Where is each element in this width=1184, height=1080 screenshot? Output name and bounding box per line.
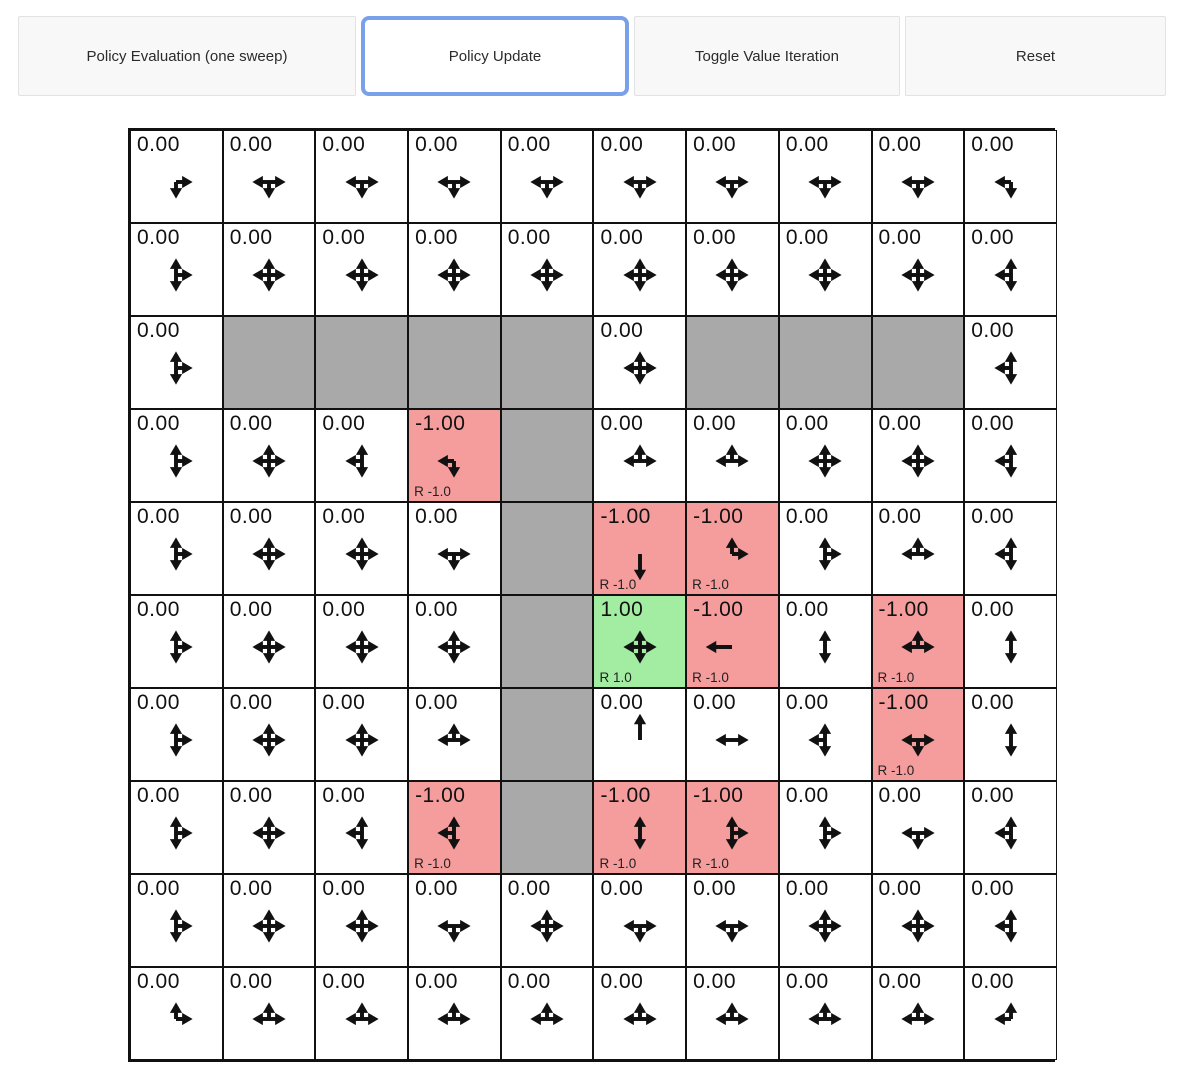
- grid-cell: [779, 781, 872, 874]
- state-value: 0.00: [415, 226, 458, 249]
- state-value: 0.00: [507, 970, 551, 993]
- state-value: 0.00: [507, 226, 551, 249]
- reward-label: R 1.0: [599, 670, 632, 685]
- grid-cell: [223, 967, 316, 1060]
- grid-cell: [872, 967, 965, 1060]
- policy-arrow-icon: [426, 898, 482, 954]
- wall-cell: [501, 316, 594, 409]
- policy-arrow-icon: [148, 526, 204, 582]
- policy-arrow-icon: [148, 433, 204, 489]
- policy-arrow-icon: [148, 991, 204, 1047]
- state-value: 0.00: [785, 970, 829, 993]
- state-value: 0.00: [971, 505, 1015, 528]
- state-value: -1.00: [693, 505, 744, 528]
- policy-arrow-icon: [148, 154, 204, 210]
- grid-cell: [779, 967, 872, 1060]
- grid-cell: [315, 502, 408, 595]
- wall-cell: [686, 316, 779, 409]
- state-value: 0.00: [600, 412, 644, 435]
- policy-arrow-icon: [983, 991, 1039, 1047]
- state-value: -1.00: [693, 598, 744, 621]
- policy-arrow-icon: [797, 619, 853, 675]
- policy-arrow-icon: [334, 433, 390, 489]
- policy-arrow-icon: [334, 247, 390, 303]
- grid-cell: [964, 688, 1057, 781]
- policy-arrow-icon: [890, 712, 946, 768]
- policy-arrow-icon: [334, 619, 390, 675]
- state-value: 0.00: [785, 877, 829, 900]
- policy-arrow-icon: [612, 991, 668, 1047]
- grid-cell: [315, 781, 408, 874]
- wall-cell: [223, 316, 316, 409]
- state-value: 0.00: [229, 226, 273, 249]
- grid-cell: [686, 874, 779, 967]
- policy-arrow-icon: [704, 712, 760, 768]
- state-value: 0.00: [229, 970, 273, 993]
- policy-arrow-icon: [612, 247, 668, 303]
- grid-cell: [223, 409, 316, 502]
- policy-arrow-icon: [890, 247, 946, 303]
- state-value: -1.00: [600, 784, 651, 807]
- state-value: 0.00: [693, 691, 736, 714]
- state-value: 0.00: [137, 784, 180, 807]
- reset-button[interactable]: Reset: [905, 16, 1166, 96]
- policy-arrow-icon: [704, 433, 760, 489]
- policy-arrow-icon: [983, 247, 1039, 303]
- state-value: 0.00: [137, 226, 180, 249]
- state-value: 0.00: [785, 412, 829, 435]
- policy-arrow-icon: [148, 619, 204, 675]
- state-value: 0.00: [415, 877, 458, 900]
- policy-arrow-icon: [704, 805, 760, 861]
- grid-cell: [223, 130, 316, 223]
- policy-arrow-icon: [148, 340, 204, 396]
- state-value: 0.00: [322, 226, 366, 249]
- state-value: 0.00: [785, 505, 829, 528]
- policy-arrow-icon: [983, 712, 1039, 768]
- wall-cell: [408, 316, 501, 409]
- grid-cell: [593, 130, 686, 223]
- reward-label: R -1.0: [877, 670, 915, 685]
- state-value: 0.00: [878, 970, 922, 993]
- reward-label: R -1.0: [599, 577, 637, 592]
- state-value: 0.00: [693, 133, 736, 156]
- state-value: 0.00: [971, 877, 1015, 900]
- grid-cell: [964, 967, 1057, 1060]
- state-value: -1.00: [878, 691, 929, 714]
- policy-arrow-icon: [426, 433, 482, 489]
- state-value: -1.00: [600, 505, 651, 528]
- policy-update-button[interactable]: Policy Update: [361, 16, 629, 96]
- policy-arrow-icon: [797, 898, 853, 954]
- grid-cell: [686, 130, 779, 223]
- policy-arrow-icon: [704, 898, 760, 954]
- policy-arrow-icon: [334, 154, 390, 210]
- state-value: 0.00: [322, 598, 366, 621]
- policy-arrow-icon: [890, 991, 946, 1047]
- state-value: 0.00: [137, 877, 180, 900]
- state-value: 0.00: [229, 412, 273, 435]
- reward-label: R -1.0: [692, 577, 729, 592]
- state-value: 0.00: [229, 598, 273, 621]
- grid-cell: [501, 967, 594, 1060]
- policy-arrow-icon: [704, 991, 760, 1047]
- grid-cell: [408, 595, 501, 688]
- state-value: 0.00: [693, 226, 736, 249]
- state-value: 0.00: [507, 133, 551, 156]
- grid-cell: [593, 316, 686, 409]
- policy-arrow-icon: [797, 805, 853, 861]
- state-value: 0.00: [229, 505, 273, 528]
- grid-cell: [501, 130, 594, 223]
- policy-arrow-icon: [426, 154, 482, 210]
- grid-cell: [964, 502, 1057, 595]
- state-value: 0.00: [600, 970, 644, 993]
- grid-cell: [315, 223, 408, 316]
- grid-cell: [130, 781, 223, 874]
- grid-cell: [408, 223, 501, 316]
- wall-cell: [501, 409, 594, 502]
- wall-cell: [872, 316, 965, 409]
- grid-cell: [593, 967, 686, 1060]
- state-value: 0.00: [971, 133, 1015, 156]
- grid-cell: [315, 409, 408, 502]
- state-value: 0.00: [878, 505, 922, 528]
- state-value: 0.00: [600, 319, 644, 342]
- gridworld-container: [128, 128, 1055, 1062]
- state-value: 0.00: [600, 133, 644, 156]
- state-value: 0.00: [971, 691, 1015, 714]
- state-value: 0.00: [971, 784, 1015, 807]
- grid-cell: [223, 874, 316, 967]
- policy-arrow-icon: [519, 898, 575, 954]
- policy-arrow-icon: [241, 619, 297, 675]
- grid-cell: [315, 130, 408, 223]
- policy-arrow-icon: [704, 154, 760, 210]
- wall-cell: [501, 781, 594, 874]
- policy-arrow-icon: [426, 712, 482, 768]
- state-value: 0.00: [600, 226, 644, 249]
- grid-cell: [872, 781, 965, 874]
- policy-arrow-icon: [612, 526, 668, 582]
- state-value: 0.00: [137, 691, 180, 714]
- grid-cell: [964, 316, 1057, 409]
- policy-arrow-icon: [612, 898, 668, 954]
- policy-arrow-icon: [797, 526, 853, 582]
- wall-cell: [315, 316, 408, 409]
- state-value: 0.00: [322, 784, 366, 807]
- state-value: 1.00: [600, 598, 644, 621]
- grid-cell: [686, 688, 779, 781]
- grid-cell: [130, 967, 223, 1060]
- grid-cell: [779, 874, 872, 967]
- grid-cell: [964, 874, 1057, 967]
- state-value: 0.00: [322, 691, 366, 714]
- grid-cell: [872, 595, 965, 688]
- policy-arrow-icon: [890, 433, 946, 489]
- state-value: -1.00: [415, 412, 466, 435]
- grid-cell: [130, 595, 223, 688]
- grid-cell: [130, 130, 223, 223]
- grid-cell: [686, 595, 779, 688]
- grid-cell: [779, 130, 872, 223]
- grid-cell: [964, 595, 1057, 688]
- grid-cell: [223, 781, 316, 874]
- policy-arrow-icon: [519, 247, 575, 303]
- policy-arrow-icon: [983, 340, 1039, 396]
- policy-arrow-icon: [797, 154, 853, 210]
- grid-cell: [779, 223, 872, 316]
- policy-arrow-icon: [612, 619, 668, 675]
- gridworld: [128, 128, 1055, 1062]
- policy-arrow-icon: [519, 154, 575, 210]
- grid-cell: [130, 409, 223, 502]
- state-value: 0.00: [415, 505, 458, 528]
- grid-cell: [223, 688, 316, 781]
- grid-cell: [315, 967, 408, 1060]
- policy-arrow-icon: [704, 247, 760, 303]
- state-value: 0.00: [322, 877, 366, 900]
- grid-cell: [779, 502, 872, 595]
- policy-arrow-icon: [612, 712, 668, 768]
- policy-arrow-icon: [519, 991, 575, 1047]
- grid-cell: [872, 223, 965, 316]
- policy-arrow-icon: [241, 805, 297, 861]
- policy-arrow-icon: [983, 898, 1039, 954]
- grid-cell: [130, 688, 223, 781]
- state-value: 0.00: [137, 505, 180, 528]
- grid-cell: [501, 223, 594, 316]
- grid-cell: [686, 223, 779, 316]
- toolbar: [18, 16, 1166, 96]
- policy-arrow-icon: [890, 805, 946, 861]
- policy-arrow-icon: [241, 712, 297, 768]
- state-value: 0.00: [785, 598, 829, 621]
- reward-label: R -1.0: [692, 856, 729, 871]
- policy-arrow-icon: [241, 898, 297, 954]
- policy-arrow-icon: [426, 526, 482, 582]
- policy-arrow-icon: [241, 433, 297, 489]
- policy-arrow-icon: [334, 991, 390, 1047]
- grid-cell: [315, 595, 408, 688]
- policy-arrow-icon: [612, 154, 668, 210]
- toggle-value-iteration-button[interactable]: Toggle Value Iteration: [634, 16, 900, 96]
- grid-cell: [964, 130, 1057, 223]
- policy-arrow-icon: [241, 247, 297, 303]
- policy-arrow-icon: [890, 619, 946, 675]
- grid-cell: [686, 967, 779, 1060]
- state-value: 0.00: [137, 133, 180, 156]
- state-value: 0.00: [137, 319, 180, 342]
- policy-arrow-icon: [426, 619, 482, 675]
- state-value: 0.00: [971, 970, 1015, 993]
- grid-cell: [779, 595, 872, 688]
- grid-cell: [130, 316, 223, 409]
- state-value: 0.00: [971, 412, 1015, 435]
- state-value: 0.00: [137, 970, 180, 993]
- policy-arrow-icon: [612, 805, 668, 861]
- grid-cell: [408, 688, 501, 781]
- grid-cell: [130, 502, 223, 595]
- grid-cell: [408, 874, 501, 967]
- grid-cell: [779, 688, 872, 781]
- reward-label: R -1.0: [877, 763, 915, 778]
- policy-arrow-icon: [334, 898, 390, 954]
- state-value: 0.00: [415, 691, 458, 714]
- policy-arrow-icon: [704, 619, 760, 675]
- policy-arrow-icon: [241, 526, 297, 582]
- state-value: 0.00: [785, 226, 829, 249]
- policy-arrow-icon: [797, 247, 853, 303]
- policy-arrow-icon: [426, 991, 482, 1047]
- policy-arrow-icon: [983, 433, 1039, 489]
- state-value: 0.00: [137, 412, 180, 435]
- grid-cell: [593, 781, 686, 874]
- grid-cell: [315, 874, 408, 967]
- state-value: 0.00: [785, 784, 829, 807]
- grid-cell: [872, 502, 965, 595]
- grid-cell: [593, 409, 686, 502]
- policy-arrow-icon: [148, 712, 204, 768]
- state-value: 0.00: [878, 412, 922, 435]
- grid-cell: [593, 595, 686, 688]
- wall-cell: [501, 595, 594, 688]
- state-value: 0.00: [229, 877, 273, 900]
- grid-cell: [964, 781, 1057, 874]
- state-value: 0.00: [600, 877, 644, 900]
- policy-arrow-icon: [148, 898, 204, 954]
- state-value: 0.00: [229, 691, 273, 714]
- policy-arrow-icon: [797, 433, 853, 489]
- state-value: 0.00: [322, 133, 366, 156]
- grid-cell: [593, 502, 686, 595]
- state-value: 0.00: [229, 784, 273, 807]
- wall-cell: [501, 688, 594, 781]
- grid-cell: [408, 409, 501, 502]
- state-value: 0.00: [322, 970, 366, 993]
- grid-cell: [872, 409, 965, 502]
- policy-arrow-icon: [704, 526, 760, 582]
- state-value: 0.00: [785, 133, 829, 156]
- policy-arrow-icon: [241, 154, 297, 210]
- policy-arrow-icon: [983, 805, 1039, 861]
- policy-arrow-icon: [983, 154, 1039, 210]
- policy-arrow-icon: [890, 526, 946, 582]
- state-value: 0.00: [878, 226, 922, 249]
- policy-arrow-icon: [612, 340, 668, 396]
- state-value: 0.00: [878, 133, 922, 156]
- reward-label: R -1.0: [599, 856, 637, 871]
- policy-arrow-icon: [983, 619, 1039, 675]
- state-value: 0.00: [415, 970, 458, 993]
- state-value: 0.00: [971, 226, 1015, 249]
- state-value: 0.00: [785, 691, 829, 714]
- policy-arrow-icon: [890, 898, 946, 954]
- grid-cell: [964, 223, 1057, 316]
- state-value: -1.00: [415, 784, 466, 807]
- policy-arrow-icon: [890, 154, 946, 210]
- policy-arrow-icon: [334, 712, 390, 768]
- grid-cell: [593, 223, 686, 316]
- policy-arrow-icon: [983, 526, 1039, 582]
- state-value: 0.00: [322, 412, 366, 435]
- grid-cell: [408, 502, 501, 595]
- state-value: 0.00: [693, 970, 736, 993]
- grid-cell: [223, 502, 316, 595]
- reward-label: R -1.0: [692, 670, 729, 685]
- grid-cell: [130, 874, 223, 967]
- grid-cell: [872, 874, 965, 967]
- state-value: -1.00: [878, 598, 929, 621]
- state-value: 0.00: [971, 319, 1015, 342]
- state-value: 0.00: [137, 598, 180, 621]
- policy-arrow-icon: [612, 433, 668, 489]
- grid-cell: [593, 874, 686, 967]
- grid-cell: [130, 223, 223, 316]
- state-value: 0.00: [693, 412, 736, 435]
- policy-arrow-icon: [426, 247, 482, 303]
- policy-arrow-icon: [334, 805, 390, 861]
- state-value: 0.00: [878, 877, 922, 900]
- policy-arrow-icon: [426, 805, 482, 861]
- grid-cell: [686, 502, 779, 595]
- wall-cell: [501, 502, 594, 595]
- grid-cell: [408, 130, 501, 223]
- state-value: 0.00: [600, 691, 644, 714]
- state-value: 0.00: [878, 784, 922, 807]
- grid-cell: [408, 781, 501, 874]
- grid-cell: [501, 874, 594, 967]
- reward-label: R -1.0: [414, 856, 451, 871]
- state-value: 0.00: [415, 598, 458, 621]
- grid-cell: [686, 409, 779, 502]
- grid-cell: [223, 595, 316, 688]
- state-value: 0.00: [971, 598, 1015, 621]
- policy-evaluation-button[interactable]: Policy Evaluation (one sweep): [18, 16, 356, 96]
- grid-cell: [686, 781, 779, 874]
- grid-cell: [964, 409, 1057, 502]
- policy-arrow-icon: [797, 991, 853, 1047]
- grid-cell: [315, 688, 408, 781]
- state-value: 0.00: [322, 505, 366, 528]
- state-value: 0.00: [507, 877, 551, 900]
- state-value: 0.00: [693, 877, 736, 900]
- grid-cell: [593, 688, 686, 781]
- policy-arrow-icon: [148, 247, 204, 303]
- policy-arrow-icon: [797, 712, 853, 768]
- policy-arrow-icon: [148, 805, 204, 861]
- state-value: 0.00: [415, 133, 458, 156]
- state-value: 0.00: [229, 133, 273, 156]
- grid-cell: [872, 688, 965, 781]
- state-value: -1.00: [693, 784, 744, 807]
- grid-cell: [779, 409, 872, 502]
- grid-cell: [223, 223, 316, 316]
- policy-arrow-icon: [241, 991, 297, 1047]
- grid-cell: [408, 967, 501, 1060]
- grid-cell: [872, 130, 965, 223]
- reward-label: R -1.0: [414, 484, 451, 499]
- wall-cell: [779, 316, 872, 409]
- policy-arrow-icon: [334, 526, 390, 582]
